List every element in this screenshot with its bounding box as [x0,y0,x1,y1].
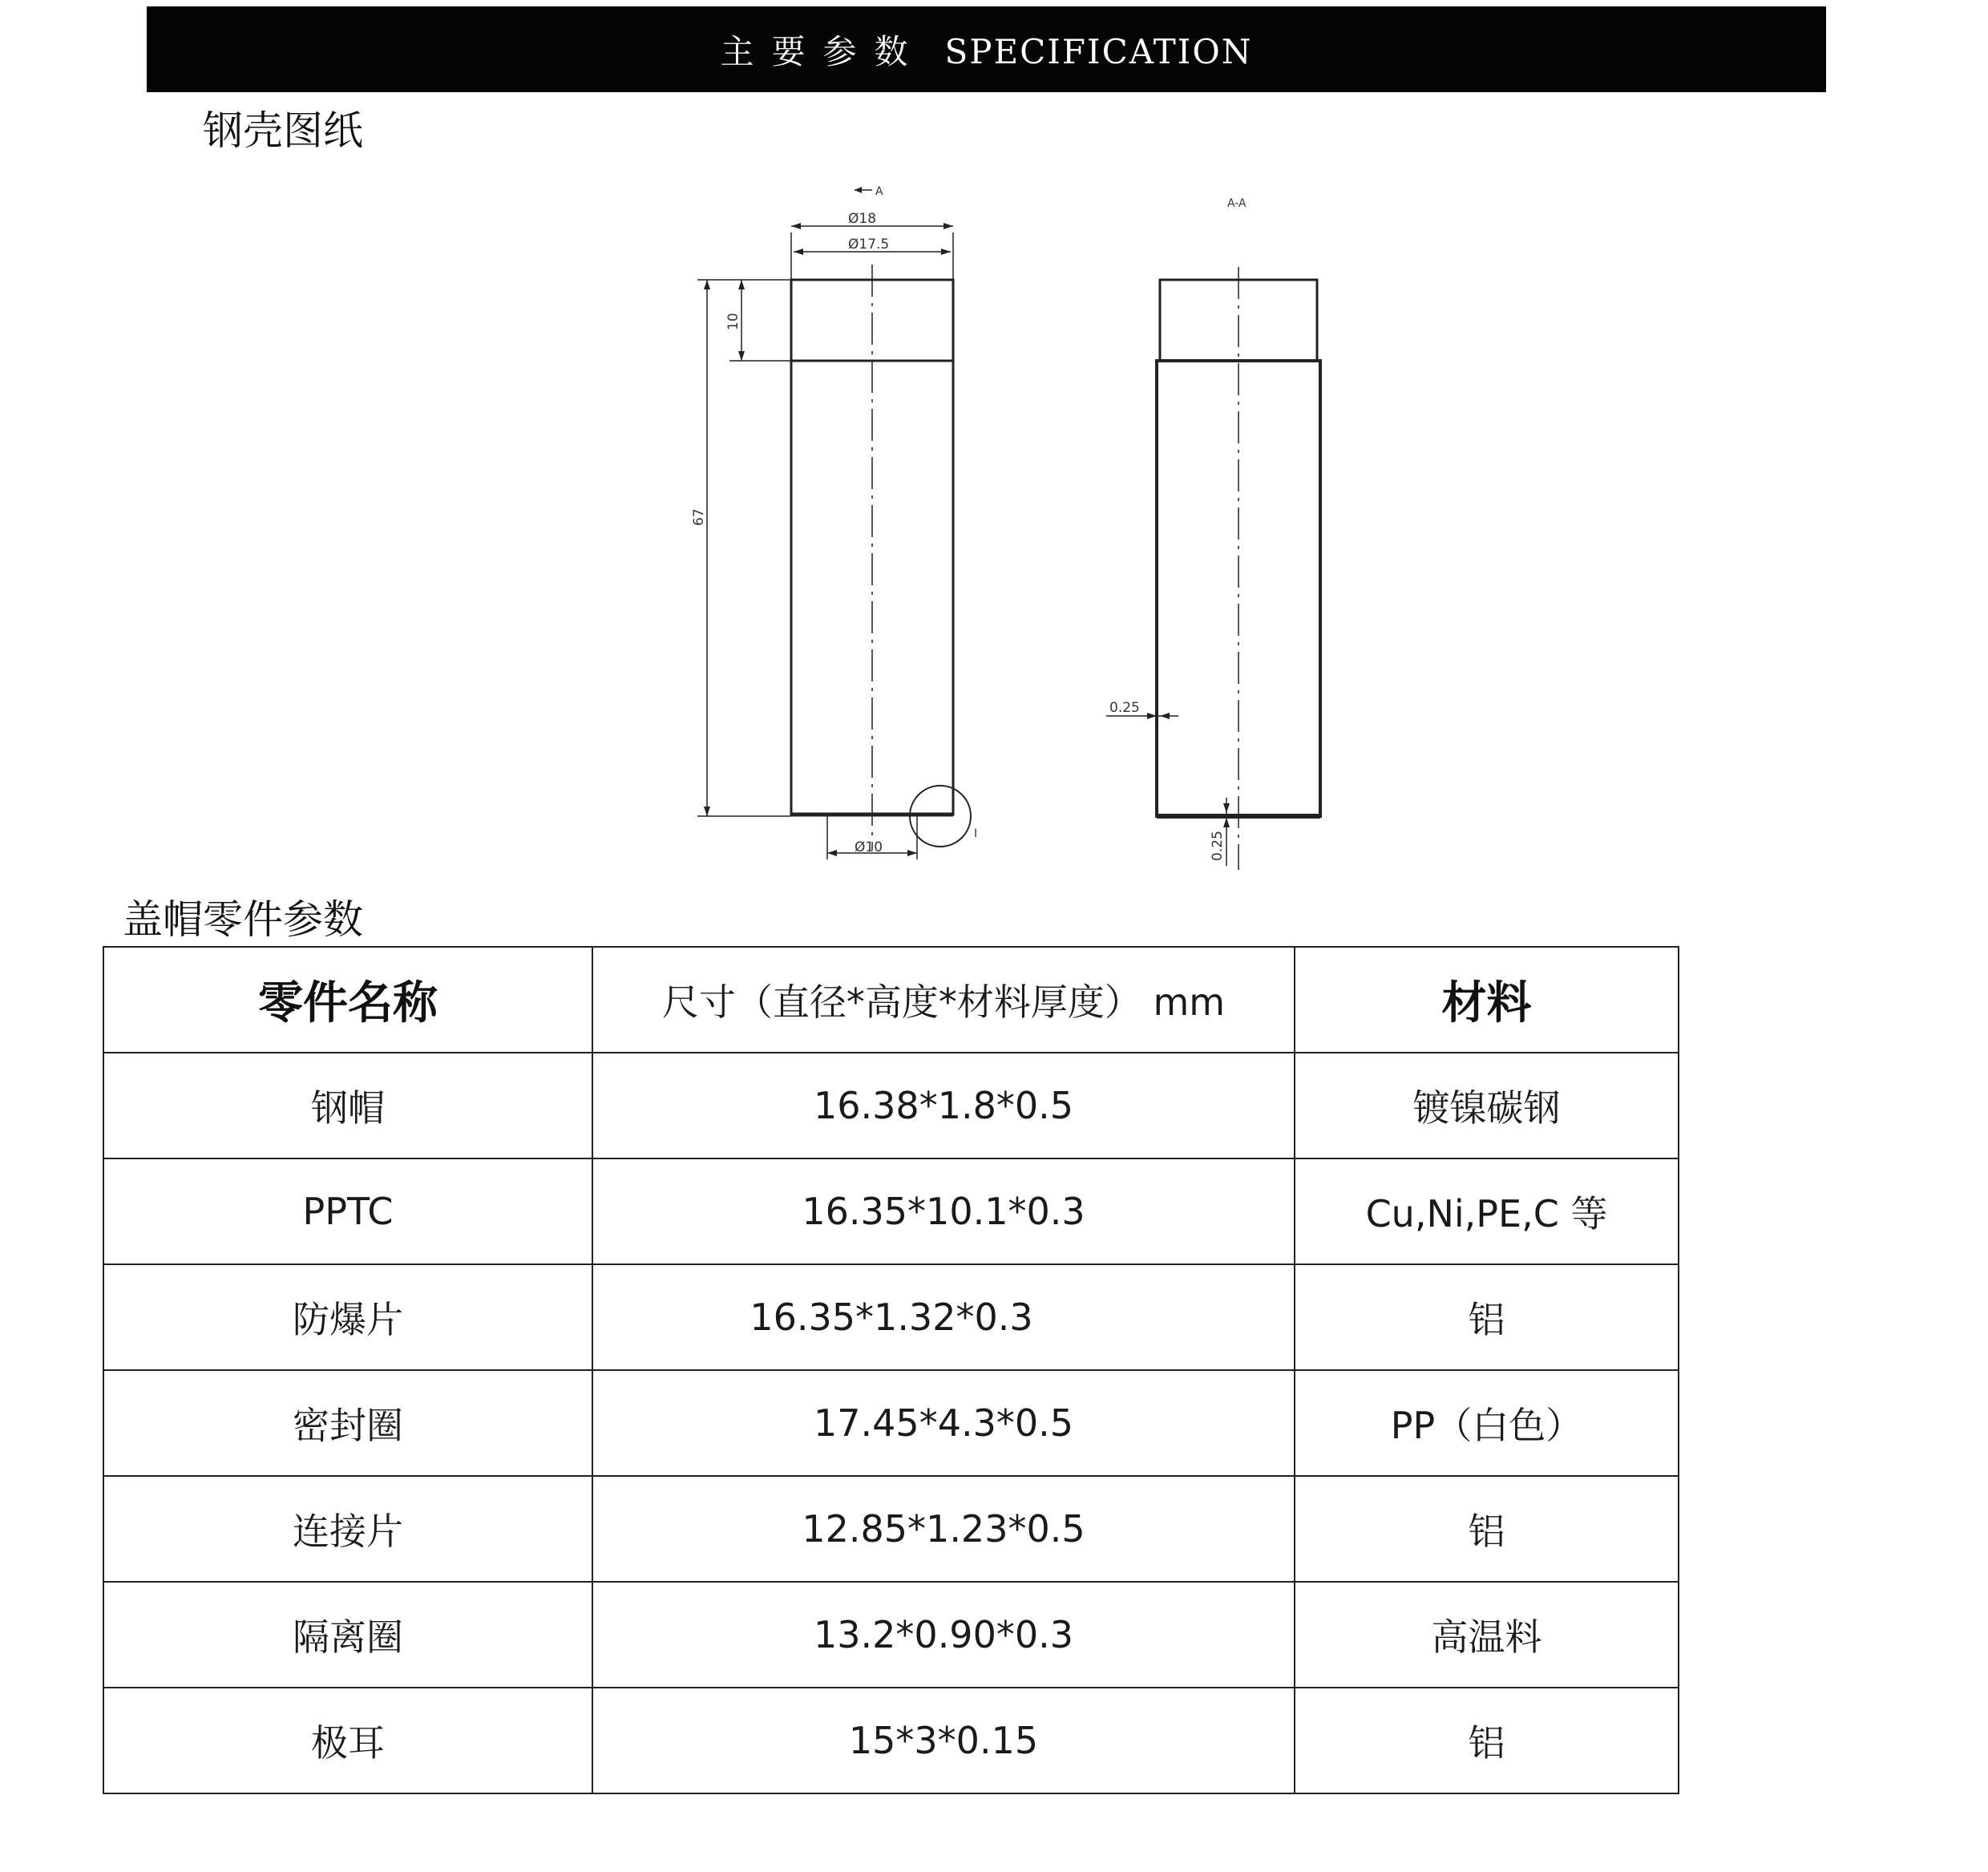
dim-total-height-label: 67 [691,508,707,526]
header-title-cn: 主要参数 [720,31,926,71]
part-material-cell: 铝 [1295,1688,1679,1793]
dim-inner-diameter-label: Ø17.5 [848,237,890,253]
part-size-cell: 16.35*10.1*0.3 [592,1158,1295,1264]
part-material-cell: Cu,Ni,PE,C 等 [1295,1158,1679,1264]
part-material-cell: 高温料 [1295,1582,1679,1688]
table-row [103,1158,1679,1264]
table-row [103,1476,1679,1582]
dim-outer-diameter-label: Ø18 [848,211,877,227]
part-size-cell: 16.38*1.8*0.5 [592,1053,1295,1158]
shell-drawing-title: 钢壳图纸 [203,107,363,154]
section-view-label: A-A [1227,197,1247,210]
header-part-name: 零件名称 [103,947,592,1053]
table-row [103,1264,1679,1370]
part-name-cell: 防爆片 [103,1264,592,1370]
dim-wall-thickness-label: 0.25 [1109,700,1140,716]
section-label-a: A [875,185,883,198]
table-header-row [103,947,1679,1053]
part-size-cell: 16.35*1.32*0.3 [592,1264,1295,1370]
header-title-en: SPECIFICATION [944,31,1253,71]
part-size-cell: 13.2*0.90*0.3 [592,1582,1295,1688]
part-name-cell: 钢帽 [103,1053,592,1158]
part-size-cell: 15*3*0.15 [592,1688,1295,1793]
part-material-cell: 镀镍碳钢 [1295,1053,1679,1158]
dim-bottom-thickness-label: 0.25 [1210,831,1226,861]
table-row [103,1582,1679,1688]
part-name-cell: 隔离圈 [103,1582,592,1688]
header-dimensions: 尺寸（直径*高度*材料厚度） mm [592,947,1295,1053]
part-material-cell: PP（白色） [1295,1370,1679,1476]
steel-shell-drawing [0,0,1988,890]
table-row [103,1370,1679,1476]
part-name-cell: PPTC [103,1158,592,1264]
dim-bottom-diameter-label: Ø10 [855,839,883,855]
table-row [103,1688,1679,1793]
section-arrow-head [855,187,862,193]
dim-top-height-label: 10 [725,313,741,330]
part-size-cell: 12.85*1.23*0.5 [592,1476,1295,1582]
part-material-cell: 铝 [1295,1476,1679,1582]
table-row [103,1053,1679,1158]
part-material-cell: 铝 [1295,1264,1679,1370]
part-name-cell: 密封圈 [103,1370,592,1476]
part-name-cell: 连接片 [103,1476,592,1582]
part-name-cell: 极耳 [103,1688,592,1793]
part-size-cell: 17.45*4.3*0.5 [592,1370,1295,1476]
cap-parts-table [103,946,1679,1794]
cap-parts-title: 盖帽零件参数 [123,896,363,943]
header-material: 材料 [1295,947,1679,1053]
detail-label: I [974,827,978,840]
